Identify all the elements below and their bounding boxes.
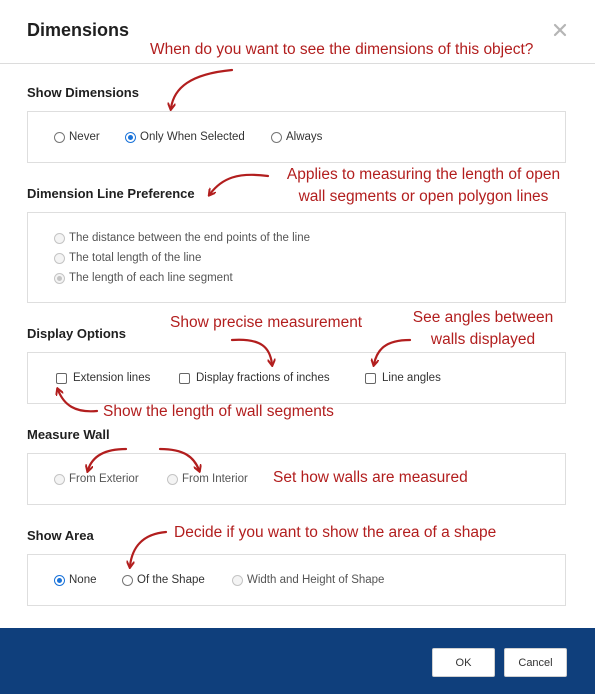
checkbox-fractions-box[interactable] xyxy=(179,373,190,384)
radio-none-label: None xyxy=(69,574,97,586)
radio-never-button[interactable] xyxy=(54,132,65,143)
radio-end-points-button[interactable] xyxy=(54,233,65,244)
radio-from-exterior-button[interactable] xyxy=(54,474,65,485)
radio-always[interactable] xyxy=(271,131,322,143)
radio-from-interior-button[interactable] xyxy=(167,474,178,485)
display-options-group xyxy=(27,352,566,404)
checkbox-line-angles-label: Line angles xyxy=(382,372,441,384)
radio-end-points-label: The distance between the end points of the line xyxy=(69,232,311,244)
radio-end-points[interactable] xyxy=(54,232,310,244)
radio-of-the-shape-label: Of the Shape xyxy=(137,574,205,586)
checkbox-fractions[interactable] xyxy=(179,372,330,384)
annotation-wall-segments: Show the length of wall segments xyxy=(103,403,334,420)
close-icon[interactable] xyxy=(551,21,569,39)
checkbox-extension-lines[interactable] xyxy=(56,372,150,384)
checkbox-extension-lines-box[interactable] xyxy=(56,373,67,384)
checkbox-line-angles[interactable] xyxy=(365,372,441,384)
radio-of-the-shape[interactable] xyxy=(122,574,205,586)
radio-from-interior-label: From Interior xyxy=(182,473,248,485)
annotation-measure-wall: Set how walls are measured xyxy=(273,469,468,486)
show-dimensions-group xyxy=(27,111,566,163)
annotation-show-area: Decide if you want to show the area of a shape xyxy=(174,524,497,541)
radio-total-length-button[interactable] xyxy=(54,253,65,264)
dialog-title: Dimensions xyxy=(27,20,130,40)
ok-button[interactable]: OK xyxy=(432,648,495,677)
display-options-label: Display Options xyxy=(27,326,126,341)
annotation-angles-2: walls displayed xyxy=(430,331,536,348)
radio-each-segment-label: The length of each line segment xyxy=(69,272,233,284)
radio-none[interactable] xyxy=(54,574,97,586)
radio-width-height-button[interactable] xyxy=(232,575,243,586)
radio-each-segment[interactable] xyxy=(54,272,233,284)
header-divider xyxy=(0,63,595,64)
checkbox-fractions-label: Display fractions of inches xyxy=(196,372,330,384)
radio-always-button[interactable] xyxy=(271,132,282,143)
radio-from-exterior-label: From Exterior xyxy=(69,473,139,485)
line-preference-label: Dimension Line Preference xyxy=(27,186,195,201)
arrow-line-preference xyxy=(210,175,268,194)
arrow-show-dimensions xyxy=(171,70,232,108)
radio-width-height-label: Width and Height of Shape xyxy=(247,574,385,586)
radio-total-length-label: The total length of the line xyxy=(69,252,202,264)
radio-from-exterior[interactable] xyxy=(54,473,139,485)
checkbox-extension-lines-label: Extension lines xyxy=(73,372,151,384)
annotation-line-preference-2: wall segments or open polygon lines xyxy=(298,188,549,205)
radio-total-length[interactable] xyxy=(54,252,201,264)
radio-always-label: Always xyxy=(286,131,323,143)
radio-never[interactable] xyxy=(54,131,100,143)
radio-width-height[interactable] xyxy=(232,574,384,586)
radio-each-segment-button[interactable] xyxy=(54,273,65,284)
radio-of-the-shape-button[interactable] xyxy=(122,575,133,586)
annotation-show-dimensions: When do you want to see the dimensions of this object? xyxy=(150,41,534,58)
annotation-precise: Show precise measurement xyxy=(170,314,363,331)
radio-from-interior[interactable] xyxy=(167,473,248,485)
cancel-button[interactable]: Cancel xyxy=(504,648,567,677)
annotation-line-preference-1: Applies to measuring the length of open xyxy=(286,166,561,183)
measure-wall-label: Measure Wall xyxy=(27,427,110,442)
radio-none-button[interactable] xyxy=(54,575,65,586)
radio-never-label: Never xyxy=(69,131,100,143)
show-dimensions-label: Show Dimensions xyxy=(27,85,139,100)
annotation-angles-1: See angles between xyxy=(412,309,554,326)
radio-only-when-selected-label: Only When Selected xyxy=(140,131,245,143)
show-area-group xyxy=(27,554,566,606)
line-preference-group xyxy=(27,212,566,303)
show-area-label: Show Area xyxy=(27,528,94,543)
radio-only-when-selected[interactable] xyxy=(125,131,245,143)
radio-only-when-selected-button[interactable] xyxy=(125,132,136,143)
checkbox-line-angles-box[interactable] xyxy=(365,373,376,384)
